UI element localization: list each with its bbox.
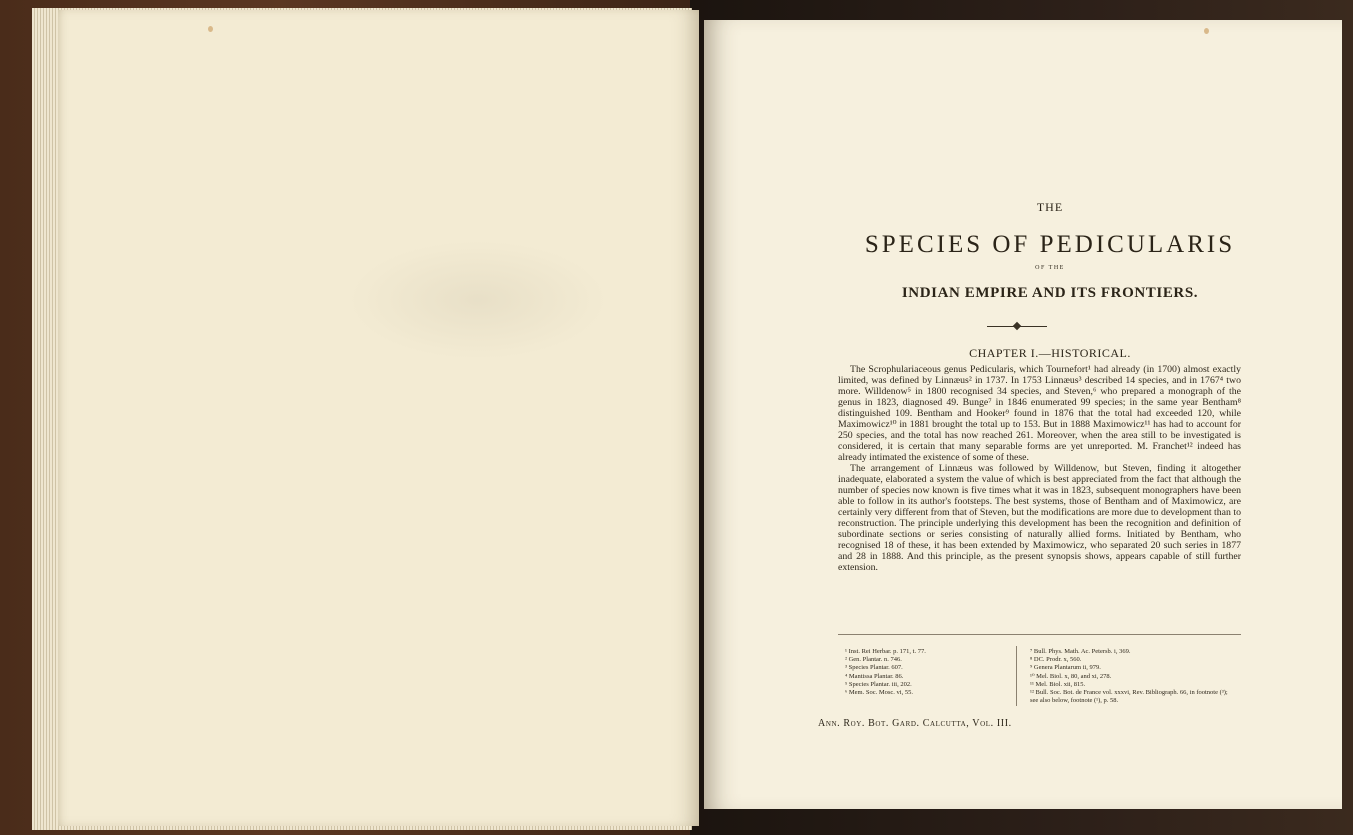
footnote: ¹¹ Mel. Biol. xii, 815. [1030,680,1086,688]
footnotes-right [1030,648,1235,705]
footnote: ⁷ Bull. Phys. Math. Ac. Petersb. i, 369. [1030,648,1131,655]
heading-the: THE [1036,200,1064,214]
footnote: ⁸ DC. Prodr. x, 560. [1030,656,1082,664]
body-text [838,364,1241,573]
footnote: ⁹ Genera Plantarum ii, 979. [1030,664,1101,672]
footnote: ⁶ Mem. Soc. Mosc. vi, 55. [845,689,913,697]
footnote: ⁴ Mantissa Plantar. 86. [845,672,904,680]
footnote: ¹² Bull. Soc. Bot. de France vol. xxxvi, Rev. Bibliograph. 66, in footnote (³); see also below, footnote (¹), p. 58. [1030,689,1228,705]
paper-spot [208,26,213,32]
paper-spot [1204,28,1209,34]
footnote: ¹ Inst. Rei Herbar. p. 171, t. 77. [845,648,926,655]
footnote: ⁵ Species Plantar. iii, 202. [845,680,912,688]
footnote: ³ Species Plantar. 607. [845,664,903,672]
footnote-rule [838,634,1241,635]
footnote: ² Gen. Plantar. n. 746. [845,656,902,664]
blank-left-page [58,10,699,826]
chapter-heading: CHAPTER I.—HISTORICAL. [969,346,1131,360]
page-title: SPECIES OF PEDICULARIS [864,231,1236,258]
footnote: ¹⁰ Mel. Biol. x, 80, and xi, 278. [1030,672,1112,680]
footnotes-left [845,648,1005,697]
heading-of-the: OF THE [1035,265,1065,271]
page-subtitle: INDIAN EMPIRE AND ITS FRONTIERS. [901,285,1199,301]
paragraph-2: The arrangement of Linnæus was followed by Willdenow, but Steven, finding it altogether inadequate, elaborated a system the value of which is best appreciated from the fact that although the number of species now known is five times what it was in 1823, subsequent monographers have been able to follow in its author's footsteps. The best systems, those of Bentham and of Maximowicz, are certainly very different from that of Steven, but the modifications are more due to development than to reconstruction. The principle underlying this development has been the recognition and definition of subordinate sections or series consisting of naturally allied forms. Initiated by Bentham, who recognised 18 of these, it has been extended by Maximowicz, who separated 20 such series in 1877 and 28 in 1888. And this principle, as the present synopsis shows, appears capable of still further extension. [838,463,1241,573]
paragraph-1: The Scrophulariaceous genus Pedicularis, which Tournefort¹ had already (in 1700) almost exactly limited, was defined by Linnæus² in 1737. In 1753 Linnæus³ described 14 species, and in 1767⁴ two more. Willdenow⁵ in 1800 recognised 34 species, and Steven,⁶ who prepared a monograph of the genus in 1823, diagnosed 49. Bunge⁷ in 1846 enumerated 99 species; in the same year Bentham⁸ distinguished 109. Bentham and Hooker⁹ found in 1876 that the total had exceeded 120, while Maximowicz¹⁰ in 1881 brought the total up to 153. But in 1888 Maximowicz¹¹ has had to account for 250 species, and the total has now reached 261. Moreover, when the area still to be investigated is considered, it is certain that many separable forms are yet unreported. M. Franchet¹² indeed has already intimated the existence of some of these. [838,364,1241,463]
show-through-text [348,240,608,360]
page-footer: Ann. Roy. Bot. Gard. Calcutta, Vol. III. [818,718,1012,729]
footnote-column-divider [1016,646,1017,706]
